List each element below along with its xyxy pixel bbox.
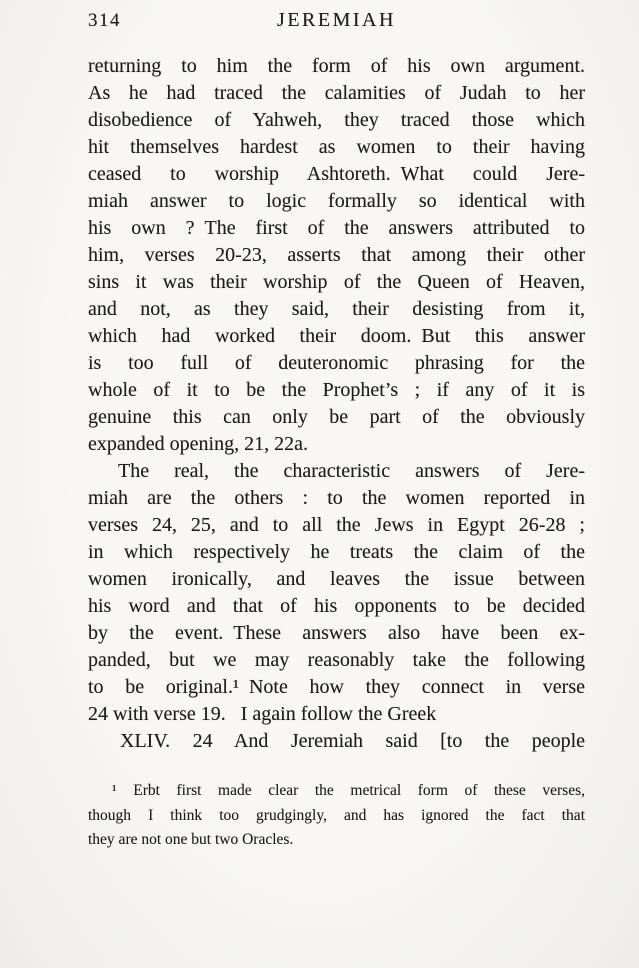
body-text-line: sins it was their worship of the Queen of Heaven, — [88, 271, 585, 293]
body-text-line: The real, the characteristic answers of Jere- — [118, 460, 585, 482]
body-text-line: miah are the others : to the women reported in — [88, 487, 585, 509]
body-text-line: verses 24, 25, and to all the Jews in Egypt 26-28 ; — [88, 514, 585, 536]
body-text-line: by the event. These answers also have been ex- — [88, 622, 585, 644]
body-text-line: expanded opening, 21, 22a. — [88, 433, 308, 455]
footnote-line: they are not one but two Oracles. — [88, 831, 294, 848]
body-text-line: XLIV. 24 And Jeremiah said [to the people — [120, 730, 585, 752]
body-text-line: which had worked their doom. But this answer — [88, 325, 585, 347]
body-text-line: hit themselves hardest as women to their having — [88, 136, 585, 158]
body-text-line: genuine this can only be part of the obviously — [88, 406, 585, 428]
footnote-line: ¹ Erbt first made clear the metrical form of these verses, — [112, 782, 585, 799]
body-text-line: 24 with verse 19. I again follow the Greek — [88, 703, 437, 725]
body-text-line: ceased to worship Ashtoreth. What could Jere- — [88, 163, 585, 185]
body-text-line: and not, as they said, their desisting from it, — [88, 298, 585, 320]
body-text-line: returning to him the form of his own argument. — [88, 55, 585, 77]
body-text-line: his own ? The first of the answers attributed to — [88, 217, 585, 239]
body-text-line: disobedience of Yahweh, they traced those which — [88, 109, 585, 131]
body-text-line: him, verses 20-23, asserts that among their other — [88, 244, 585, 266]
page-number: 314 — [88, 10, 121, 31]
body-text-line: is too full of deuteronomic phrasing for the — [88, 352, 585, 374]
body-text-line: women ironically, and leaves the issue between — [88, 568, 585, 590]
running-header-title: JEREMIAH — [277, 9, 396, 31]
body-text-line: miah answer to logic formally so identical with — [88, 190, 585, 212]
body-text-line: to be original.¹ Note how they connect in verse — [88, 676, 585, 698]
footnote — [88, 779, 585, 853]
body-text-line: whole of it to be the Prophet’s ; if any of it is — [88, 379, 585, 401]
body-text-line: panded, but we may reasonably take the following — [88, 649, 585, 671]
body-text-line: in which respectively he treats the claim of the — [88, 541, 585, 563]
body-text-line: As he had traced the calamities of Judah to her — [88, 82, 585, 104]
body-text-line: his word and that of his opponents to be decided — [88, 595, 585, 617]
footnote-line: though I think too grudgingly, and has ignored the fact that — [88, 806, 585, 824]
body-text — [88, 53, 585, 755]
